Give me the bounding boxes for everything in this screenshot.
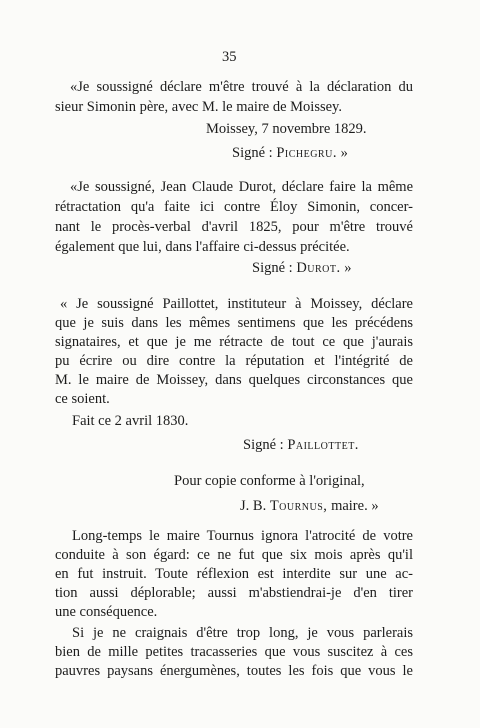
text-line: « Je soussigné Paillottet, instituteur à Moissey, déclare bbox=[60, 296, 413, 312]
text-line: «Je soussigné, Jean Claude Durot, déclare faire la même bbox=[70, 179, 413, 195]
page-number: 35 bbox=[222, 49, 237, 65]
signature-line bbox=[252, 259, 352, 277]
text-line: que je suis dans les mêmes sentimens que les précédens bbox=[55, 315, 413, 331]
text-line: M. le maire de Moissey, dans quelques circonstances que bbox=[55, 372, 413, 388]
text-line: Si je ne craignais d'être trop long, je vous parlerais bbox=[72, 625, 413, 641]
text-line: sieur Simonin père, avec M. le maire de Moissey. bbox=[55, 99, 342, 115]
text-line: nant le procès-verbal d'avril 1825, pour m'être trouvé bbox=[55, 219, 413, 235]
signature-name: Tournus, bbox=[269, 498, 328, 514]
signature-suffix: maire. » bbox=[331, 498, 379, 514]
signature-prefix: Signé : bbox=[252, 260, 293, 276]
text-line: Long-temps le maire Tournus ignora l'atrocité de votre bbox=[72, 528, 413, 544]
signature-prefix: Signé : bbox=[243, 437, 284, 453]
text-line: en fut instruit. Toute réflexion est interdite sur une ac- bbox=[55, 566, 413, 582]
signature-line bbox=[240, 497, 379, 515]
text-line: tion aussi déplorable; aussi m'abstiendrai-je d'en tirer bbox=[55, 585, 413, 601]
text-line: ce soient. bbox=[55, 391, 110, 407]
signature-prefix: Signé : bbox=[232, 145, 273, 161]
signature-name: Pichegru. bbox=[276, 145, 337, 161]
date-line: Fait ce 2 avril 1830. bbox=[72, 413, 189, 429]
text-line: signataires, et que je me rétracte de tout ce que j'aurais bbox=[55, 334, 413, 350]
text-line: également que lui, dans l'affaire ci-dessus précitée. bbox=[55, 239, 350, 255]
signature-name: Paillottet. bbox=[287, 437, 359, 453]
text-line: «Je soussigné déclare m'être trouvé à la déclaration du bbox=[70, 79, 413, 95]
text-line: rétractation qu'a faite ici contre Éloy Simonin, concer- bbox=[55, 199, 413, 215]
text-line: une conséquence. bbox=[55, 604, 158, 620]
signature-name: Durot. bbox=[296, 260, 341, 276]
text-line: pu écrire ou dire contre la réputation et l'intégrité de bbox=[55, 353, 413, 369]
text-line: pauvres paysans énergumènes, toutes les fois que vous le bbox=[55, 663, 413, 679]
signature-prefix: J. B. bbox=[240, 498, 267, 514]
signature-line bbox=[232, 144, 348, 162]
copy-line: Pour copie conforme à l'original, bbox=[174, 473, 365, 489]
signature-suffix: » bbox=[340, 145, 348, 161]
signature-line bbox=[243, 436, 359, 454]
signature-suffix: » bbox=[344, 260, 352, 276]
date-line: Moissey, 7 novembre 1829. bbox=[206, 121, 367, 137]
text-line: conduite à son égard: ce ne fut que six mois après qu'il bbox=[55, 547, 413, 563]
text-line: bien de mille petites tracasseries que vous suscitez à ces bbox=[55, 644, 413, 660]
